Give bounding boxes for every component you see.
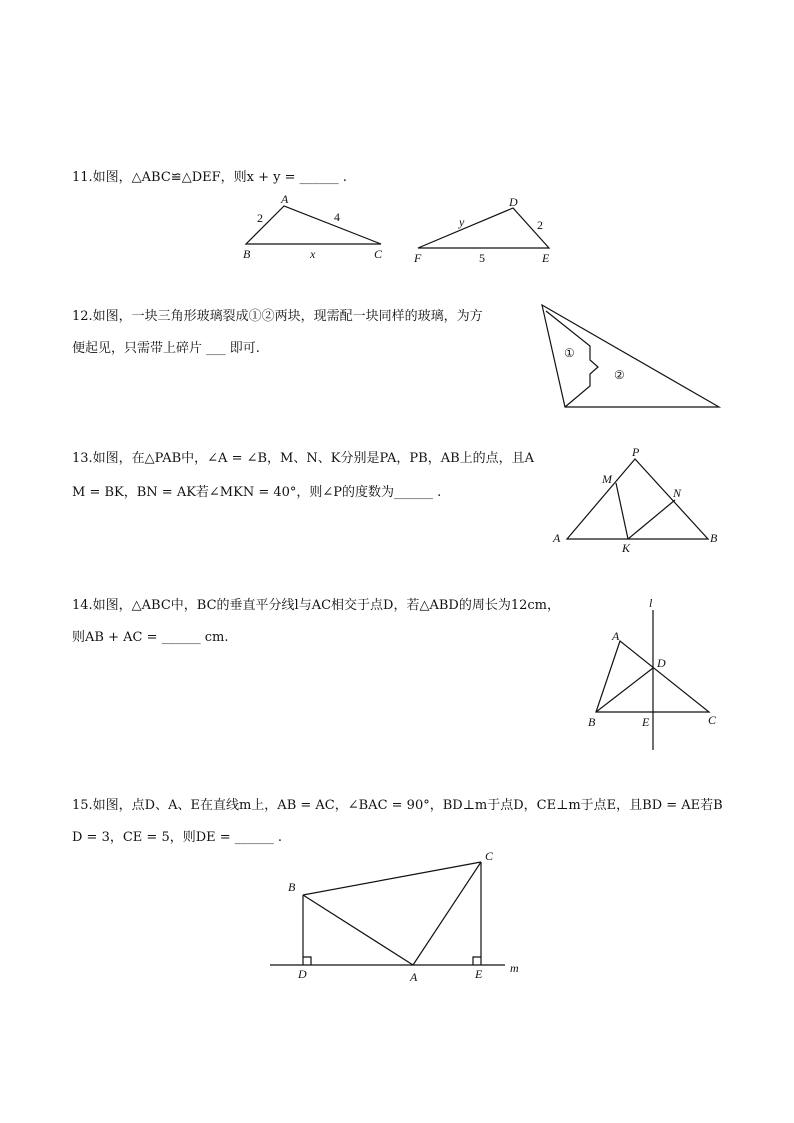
segment-bc xyxy=(303,862,481,895)
q11-side-fe: 5 xyxy=(479,251,485,265)
q14-line2: 则AB + AC = ______ cm. xyxy=(72,630,229,645)
q13-label-b: B xyxy=(710,531,718,545)
q11-side-df: y xyxy=(459,215,465,229)
q15-line2: D = 3，CE = 5，则DE = ______ . xyxy=(72,830,283,845)
q11-label-c: C xyxy=(374,247,383,261)
q15-label-c: C xyxy=(485,849,494,863)
q15-label-a: A xyxy=(410,970,418,984)
segment-mk xyxy=(616,483,628,539)
q15-label-m: m xyxy=(510,961,519,975)
q12-line2: 便起见，只需带上碎片 ___ 即可. xyxy=(72,341,260,356)
q14-label-l: l xyxy=(649,596,653,610)
q13-line2: M = BK，BN = AK若∠MKN = 40°，则∠P的度数为______ . xyxy=(72,485,442,500)
piece-1-label: ① xyxy=(564,346,575,360)
q11-label-d: D xyxy=(509,195,518,209)
piece-2-label: ② xyxy=(614,368,625,382)
q13-label-k: K xyxy=(622,541,631,555)
q12-figure xyxy=(535,300,727,412)
q11-label-f: F xyxy=(414,251,422,265)
q15-label-e: E xyxy=(475,967,483,981)
segment-ba xyxy=(303,895,413,965)
q15-label-b: B xyxy=(288,880,296,894)
segment-ac xyxy=(413,862,481,965)
q14-label-c: C xyxy=(708,713,717,727)
triangle-def xyxy=(418,208,549,248)
q14-label-e: E xyxy=(642,715,650,729)
right-angle-e-mark xyxy=(473,957,481,965)
q11-side-bc: x xyxy=(310,247,316,261)
q15-line1: 15.如图，点D、A、E在直线m上，AB = AC，∠BAC = 90°，BD⊥m于点D，CE⊥m于点E，且BD = AE若B xyxy=(72,798,723,813)
q11-text: 11.如图，△ABC≌△DEF，则x + y = ______ . xyxy=(72,170,347,185)
q11-side-ab: 2 xyxy=(257,211,263,225)
triangle-abc xyxy=(246,206,381,244)
right-angle-d-mark xyxy=(303,957,311,965)
q11-side-ac: 4 xyxy=(334,210,340,224)
q14-label-b: B xyxy=(588,715,596,729)
q15-figure xyxy=(265,846,530,984)
q13-figure xyxy=(550,442,730,554)
q14-label-d: D xyxy=(657,656,666,670)
q13-label-p: P xyxy=(632,445,640,459)
q11-figure xyxy=(238,190,568,270)
q13-line1: 13.如图，在△PAB中，∠A = ∠B，M、N、K分别是PA，PB，AB上的点，且A xyxy=(72,451,535,466)
q14-line1: 14.如图，△ABC中，BC的垂直平分线l与AC相交于点D，若△ABD的周长为12cm， xyxy=(72,598,560,613)
q13-label-a: A xyxy=(553,531,561,545)
q11-label-b: B xyxy=(243,247,251,261)
q11-side-de: 2 xyxy=(537,218,543,232)
segment-bd xyxy=(596,668,653,712)
q14-label-a: A xyxy=(612,629,620,643)
q13-label-n: N xyxy=(673,486,682,500)
q13-label-m: M xyxy=(602,472,612,486)
q12-line1: 12.如图，一块三角形玻璃裂成①②两块，现需配一块同样的玻璃，为方 xyxy=(72,309,483,324)
q14-figure xyxy=(585,592,725,754)
q11-label-a: A xyxy=(281,192,289,206)
q11-label-e: E xyxy=(542,251,550,265)
segment-nk xyxy=(628,500,675,539)
triangle-pab xyxy=(567,459,708,539)
q15-label-d: D xyxy=(298,967,307,981)
